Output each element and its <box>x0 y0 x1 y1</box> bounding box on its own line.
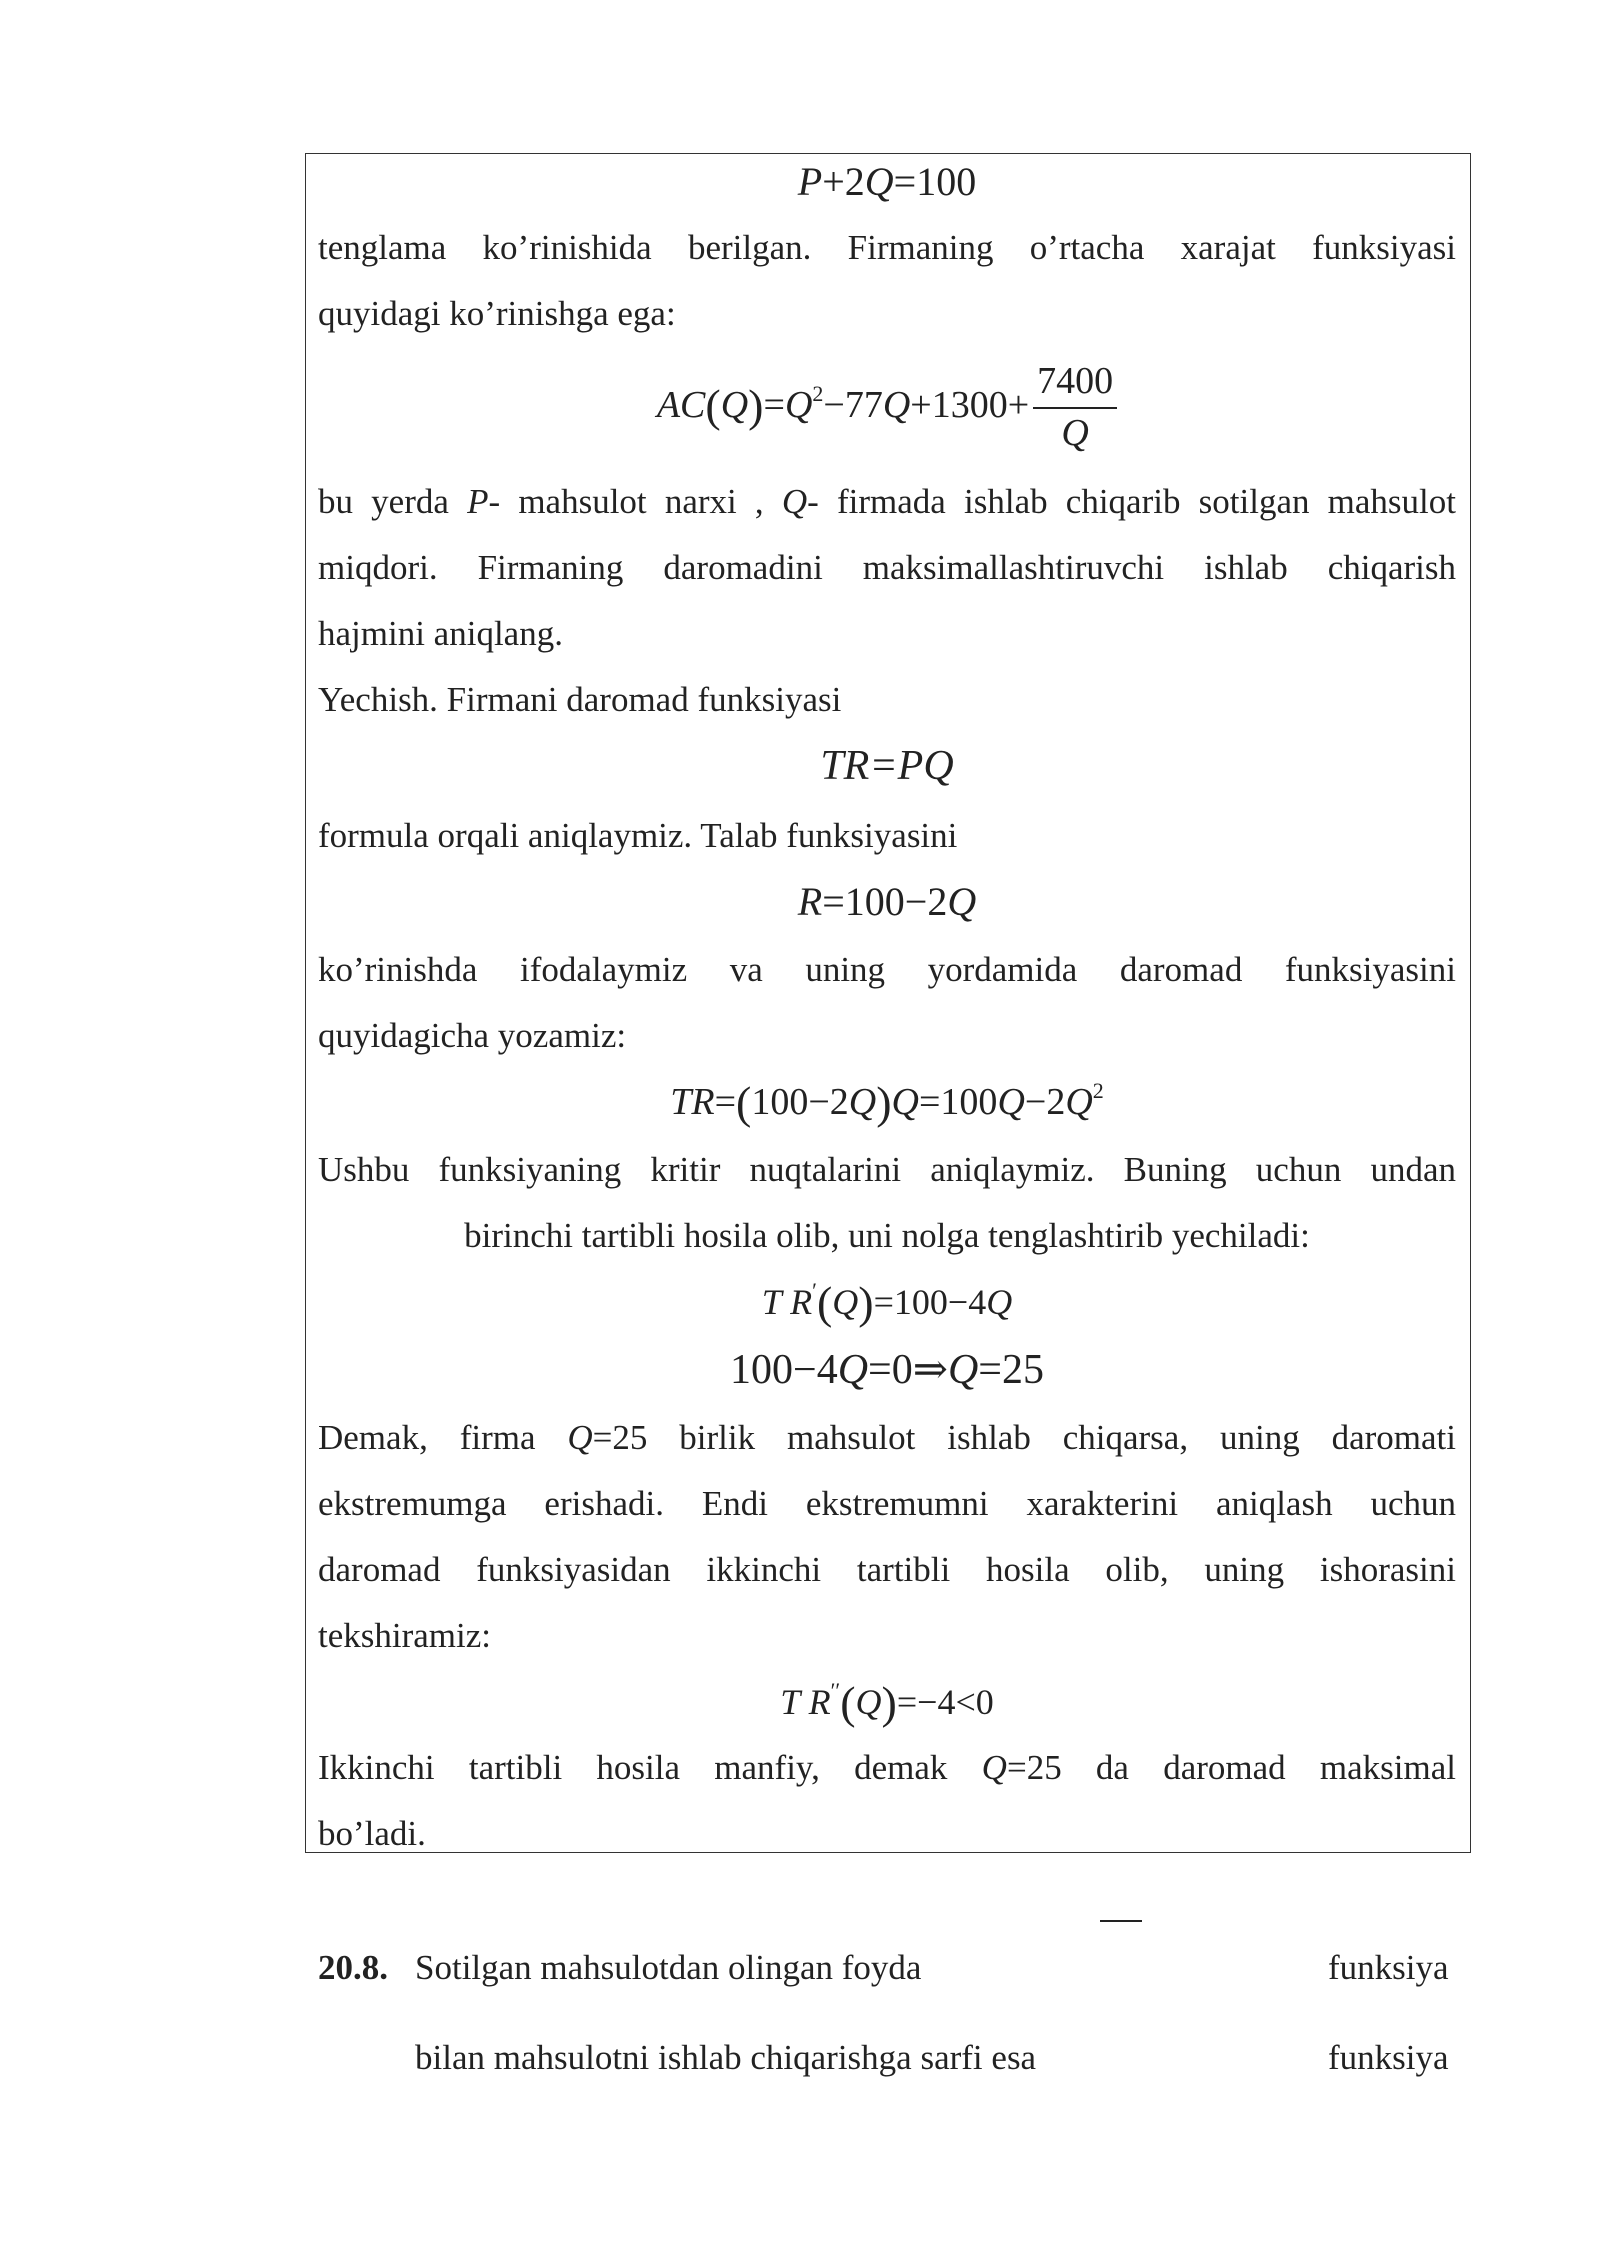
text-line: Ushbu funksiyaning kritir nuqtalarini aniqlaymiz. Buning uchun undan <box>318 1150 1456 1189</box>
problem-text-right: funksiya <box>1328 2038 1449 2077</box>
text-line: miqdori. Firmaning daromadini maksimallashtiruvchi ishlab chiqarish <box>318 548 1456 587</box>
problem-text-right: funksiya <box>1328 1948 1449 1987</box>
text-line: birinchi tartibli hosila olib, uni nolga tenglashtirib yechiladi: <box>464 1216 1310 1255</box>
text-line: bu yerda P- mahsulot narxi , Q- firmada ishlab chiqarib sotilgan mahsulot <box>318 482 1456 521</box>
second-derivative-equation: T R′′(Q)=−4<0 <box>780 1677 994 1728</box>
text-line: ko’rinishda ifodalaymiz va uning yordamida daromad funksiyasini <box>318 950 1456 989</box>
revenue-equation: TR=PQ <box>820 743 954 789</box>
problem-text-line: Sotilgan mahsulotdan olingan foyda <box>415 1948 922 1987</box>
text-line: ekstremumga erishadi. Endi ekstremumni xarakterini aniqlash uchun <box>318 1484 1456 1523</box>
revenue-function-equation: $TR=(100-2Q)Q=100Q-2Q^2$ <box>670 1077 1104 1128</box>
text-line: bo’ladi. <box>318 1814 426 1853</box>
text-line: formula orqali aniqlaymiz. Talab funksiyasini <box>318 816 958 855</box>
overline-mark <box>1100 1920 1142 1922</box>
text-line: daromad funksiyasidan ikkinchi tartibli hosila olib, uning ishorasini <box>318 1550 1456 1589</box>
fraction: $\frac{7400}{Q}$ <box>1033 361 1117 455</box>
text-line: hajmini aniqlang. <box>318 614 563 653</box>
text-line: Ikkinchi tartibli hosila manfiy, demak Q=25 da daromad maksimal <box>318 1748 1456 1787</box>
text-line: quyidagi ko’rinishga ega: <box>318 294 676 333</box>
text-line: Demak, firma Q=25 birlik mahsulot ishlab chiqarsa, uning daromati <box>318 1418 1456 1457</box>
first-derivative-equation: T R′(Q)=100−4Q <box>761 1277 1013 1328</box>
text-line: Yechish. Firmani daromad funksiyasi <box>318 680 842 719</box>
text-line: tekshiramiz: <box>318 1616 492 1655</box>
problem-number: 20.8. <box>318 1948 388 1987</box>
demand-equation: P+2Q=100 <box>797 159 977 204</box>
average-cost-equation: $AC(Q)=Q^2-77Q+1300+$ $\frac{7400}{Q}$ <box>318 360 1456 450</box>
text-line: tenglama ko’rinishida berilgan. Firmaning o’rtacha xarajat funksiyasi <box>318 228 1456 267</box>
text-line: quyidagicha yozamiz: <box>318 1016 627 1055</box>
critical-point-equation: 100−4Q=0⇒Q=25 <box>730 1347 1044 1393</box>
inverse-demand-equation: R=100−2Q <box>797 879 977 924</box>
problem-text-line: bilan mahsulotni ishlab chiqarishga sarfi esa <box>415 2038 1037 2077</box>
